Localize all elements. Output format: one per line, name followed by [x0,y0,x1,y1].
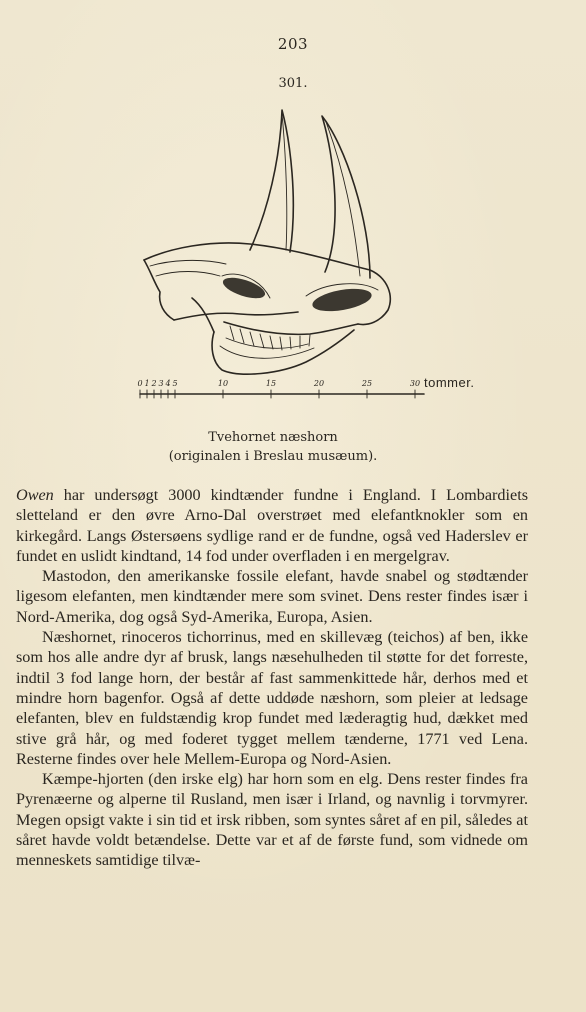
scale-tick-1: 1 [144,379,150,388]
scale-tick-3: 3 [158,379,164,388]
scale-tick-15: 15 [265,379,277,388]
paragraph-4: Kæmpe-hjorten (den irske elg) har horn som en elg. Dens rester findes fra Pyrenæerne og alperne til Rusland, men især i Irland, og navnlig i torvmyrer. Megen opsigt vakte i sin tid et irsk ribben, som syntes såret af en pil, således at såret havde voldt betændelse. Dette var et af de første fund, som vidnede om menneskets samtidige tilvæ- [16,770,528,870]
scale-tick-4: 4 [165,379,171,388]
figure-number: 301. [278,76,308,91]
scale-tick-2: 2 [151,379,157,388]
page-number: 203 [277,35,309,53]
author-name: Owen [16,486,54,504]
scale-tick-5: 5 [172,379,178,388]
scale-tick-20: 20 [313,379,325,388]
paragraph-3: Næshornet, rinoceros tichorrinus, med en skillevæg (teichos) af ben, ikke som hos alle andre dyr af brusk, langs næsehulheden til støtte for det forreste, indtil 3 fod lange horn, der består af fast sammenkittede hår, derhos med et mindre horn bagenfor. Også af dette uddøde næshorn, som pleier at ledsage elefanten, blev en fuldstændig krop fundet med læderagtig hud, dækket med stive grå hår, og med foderet tygget mellem tænderne, 1771 ved Lena. Resterne findes over hele Mellem-Europa og Nord-Asien. [16,628,528,768]
paragraph-1-text: har undersøgt 3000 kindtænder fundne i England. I Lombardiets sletteland er den øvre Arno-Dal overstrøet med elefantknokler som en kirkegård. Langs Østersøens sydlige rand er de fundne, også ved Haderslev er fundet en uslidt kindtand, 14 fod under overfladen i en mergelgrav. [16,486,528,565]
scale-unit-label: tommer. [424,375,475,390]
paragraph-2: Mastodon, den amerikanske fossile elefant, havde snabel og stødtænder ligesom elefanten, men kindtænder mere som svinet. Dens rester findes især i Nord-Amerika, dog også Syd-Amerika, Europa, Asien. [16,567,528,626]
figure-caption [0,428,546,466]
paragraph-1 [16,485,528,566]
scale-tick-10: 10 [217,379,229,388]
scale-tick-30: 30 [409,379,421,388]
caption-source: (originalen i Breslau musæum). [168,449,378,464]
rhinoceros-skull-illustration [130,100,430,412]
body-text [16,485,528,871]
scale-tick-0: 0 [137,379,143,388]
scale-tick-25: 25 [361,379,373,388]
caption-title: Tvehornet næshorn [208,430,338,445]
